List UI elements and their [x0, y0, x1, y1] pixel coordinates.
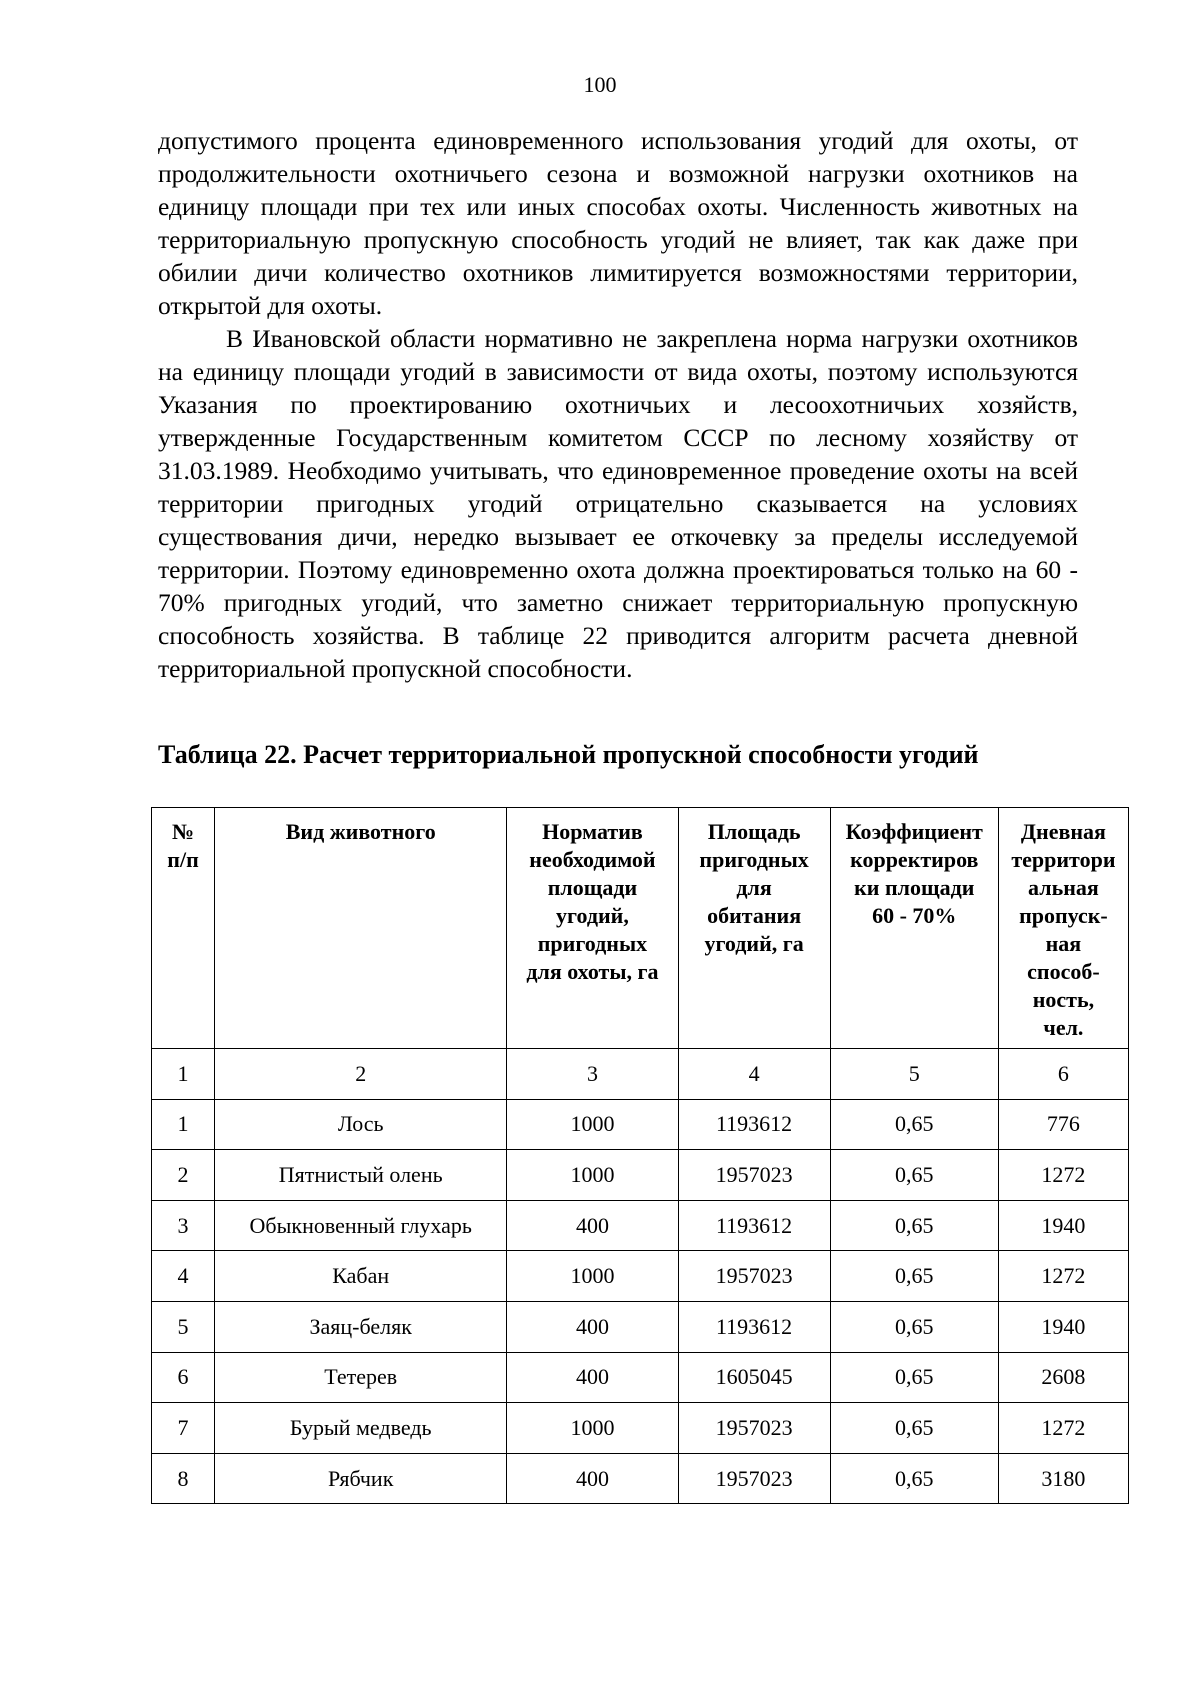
table-body: [152, 1049, 1129, 1504]
column-number-cell: 5: [830, 1049, 998, 1100]
table-cell: 1272: [998, 1403, 1128, 1454]
column-header: [152, 808, 215, 1049]
table-cell: 400: [507, 1352, 678, 1403]
table-cell: 400: [507, 1453, 678, 1504]
table-cell: 1605045: [678, 1352, 830, 1403]
header-line: угодий, га: [704, 931, 804, 956]
column-number-cell: 1: [152, 1049, 215, 1100]
table-cell: 1193612: [678, 1301, 830, 1352]
table-row: [152, 1301, 1129, 1352]
table-cell: 1957023: [678, 1403, 830, 1454]
column-number-cell: 4: [678, 1049, 830, 1100]
table-cell: 1000: [507, 1403, 678, 1454]
table-cell: 0,65: [830, 1251, 998, 1302]
header-line: ность,: [1032, 987, 1095, 1012]
header-line: угодий,: [556, 903, 629, 928]
table-cell: 1272: [998, 1251, 1128, 1302]
table-cell: 0,65: [830, 1403, 998, 1454]
header-line: №: [171, 819, 195, 844]
table-cell: 1940: [998, 1200, 1128, 1251]
column-number-row: [152, 1049, 1129, 1100]
header-line: альная: [1028, 875, 1099, 900]
table-cell: 1193612: [678, 1099, 830, 1150]
header-line: Вид животного: [285, 819, 436, 844]
table-row: [152, 1403, 1129, 1454]
table-cell: 2: [152, 1150, 215, 1201]
column-header: [998, 808, 1128, 1049]
table-cell: 4: [152, 1251, 215, 1302]
header-line: пригодных: [699, 847, 809, 872]
table-row: [152, 1453, 1129, 1504]
table-cell: 400: [507, 1200, 678, 1251]
table-cell: 1272: [998, 1150, 1128, 1201]
table-row: [152, 1251, 1129, 1302]
header-line: п/п: [167, 847, 199, 872]
table-cell: 1000: [507, 1251, 678, 1302]
table-cell: 400: [507, 1301, 678, 1352]
body-text: [158, 124, 1078, 685]
column-number-cell: 2: [215, 1049, 507, 1100]
header-line: территори: [1011, 847, 1116, 872]
header-line: пропуск-: [1019, 903, 1108, 928]
header-line: чел.: [1043, 1015, 1084, 1040]
header-line: необходимой: [529, 847, 656, 872]
table-cell: 1940: [998, 1301, 1128, 1352]
header-line: обитания: [707, 903, 802, 928]
header-line: Коэффициент: [845, 819, 983, 844]
header-line: Площадь: [707, 819, 801, 844]
table-cell: 1000: [507, 1150, 678, 1201]
header-line: Норматив: [542, 819, 643, 844]
table-cell: Обыкновенный глухарь: [215, 1200, 507, 1251]
header-line: ная: [1045, 931, 1082, 956]
table-cell: Пятнистый олень: [215, 1150, 507, 1201]
table-cell: 1957023: [678, 1453, 830, 1504]
table-cell: 0,65: [830, 1099, 998, 1150]
table-cell: 776: [998, 1099, 1128, 1150]
table-cell: 1193612: [678, 1200, 830, 1251]
header-line: способ-: [1027, 959, 1100, 984]
table-cell: 1957023: [678, 1251, 830, 1302]
table-cell: 3: [152, 1200, 215, 1251]
table-cell: 0,65: [830, 1453, 998, 1504]
paragraph: допустимого процента единовременного использования угодий для охоты, от продолжительности охотничьего сезона и возможной нагрузки охотников на единицу площади при тех или иных способах охоты. Численность животных на территориальную пропускную способность угодий не влияет, так как даже при обилии дичи количество охотников лимитируется возможностями территории, открытой для охоты.: [158, 126, 1078, 320]
table-cell: Заяц-беляк: [215, 1301, 507, 1352]
table-cell: 5: [152, 1301, 215, 1352]
table-cell: Лось: [215, 1099, 507, 1150]
table-cell: 1: [152, 1099, 215, 1150]
table-row: [152, 1352, 1129, 1403]
table-cell: Тетерев: [215, 1352, 507, 1403]
table-cell: Рябчик: [215, 1453, 507, 1504]
table-header-row: [152, 808, 1129, 1049]
header-line: для: [736, 875, 772, 900]
table-cell: 2608: [998, 1352, 1128, 1403]
table-cell: 0,65: [830, 1150, 998, 1201]
table-cell: 8: [152, 1453, 215, 1504]
table-cell: 1000: [507, 1099, 678, 1150]
table-cell: 0,65: [830, 1352, 998, 1403]
table-cell: 6: [152, 1352, 215, 1403]
table-cell: Бурый медведь: [215, 1403, 507, 1454]
header-line: Дневная: [1020, 819, 1106, 844]
header-line: площади: [547, 875, 638, 900]
header-line: корректиров: [850, 847, 979, 872]
column-header: [507, 808, 678, 1049]
column-header: [678, 808, 830, 1049]
column-number-cell: 6: [998, 1049, 1128, 1100]
header-line: пригодных: [537, 931, 648, 956]
column-header: [215, 808, 507, 1049]
table-cell: 7: [152, 1403, 215, 1454]
table-cell: 1957023: [678, 1150, 830, 1201]
table-cell: 3180: [998, 1453, 1128, 1504]
header-line: ки площади: [854, 875, 975, 900]
header-line: для охоты, га: [526, 959, 659, 984]
paragraph: В Ивановской области нормативно не закреплена норма нагрузки охотников на единицу площади угодий в зависимости от вида охоты, поэтому используются Указания по проектированию охотничьих и лесоохотничьих хозяйств, утвержденные Государственным комитетом СССР по лесному хозяйству от 31.03.1989. Необходимо учитывать, что единовременное проведение охоты на всей территории пригодных угодий отрицательно сказывается на условиях существования дичи, нередко вызывает ее откочевку за пределы исследуемой территории. Поэтому единовременно охота должна проектироваться только на 60 - 70% пригодных угодий, что заметно снижает территориальную пропускную способность хозяйства. В таблице 22 приводится алгоритм расчета дневной территориальной пропускной способности.: [158, 324, 1078, 683]
table-cell: Кабан: [215, 1251, 507, 1302]
table-row: [152, 1150, 1129, 1201]
table-cell: 0,65: [830, 1200, 998, 1251]
column-header: [830, 808, 998, 1049]
header-line: 60 - 70%: [872, 903, 957, 928]
table-row: [152, 1099, 1129, 1150]
column-number-cell: 3: [507, 1049, 678, 1100]
table-caption: Таблица 22. Расчет территориальной пропускной способности угодий: [158, 740, 979, 769]
page-number: 100: [583, 72, 617, 97]
table-row: [152, 1200, 1129, 1251]
capacity-table: [151, 807, 1129, 1504]
table-cell: 0,65: [830, 1301, 998, 1352]
